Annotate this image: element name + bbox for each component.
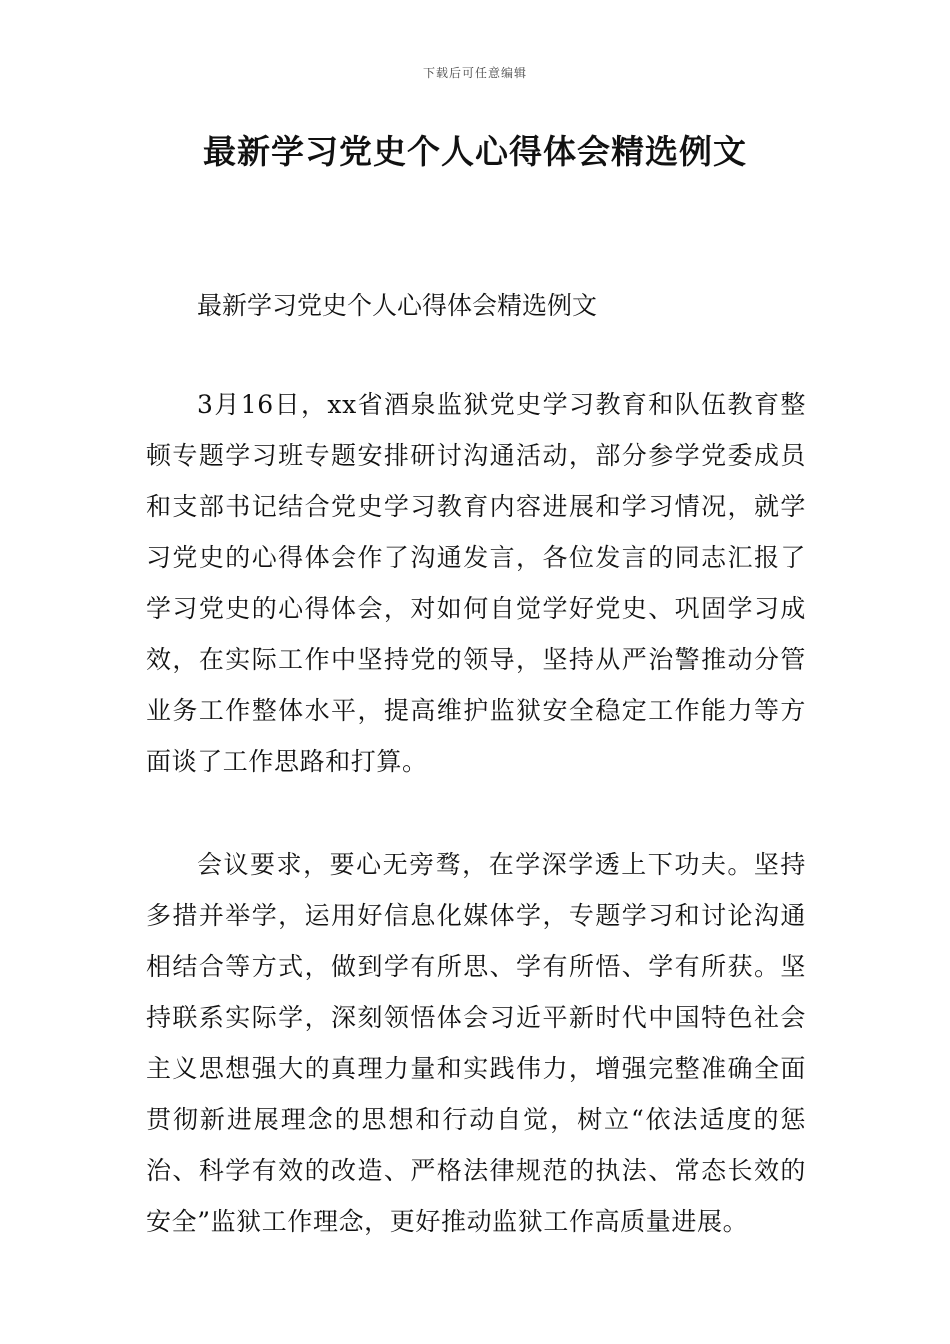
document-body [146,280,806,1247]
paragraph-1: 3月16日，xx省酒泉监狱党史学习教育和队伍教育整顿专题学习班专题安排研讨沟通活动，部分参学党委成员和支部书记结合党史学习教育内容进展和学习情况，就学习党史的心得体会作了沟通发言，各位发言的同志汇报了学习党史的心得体会，对如何自觉学好党史、巩固学习成效，在实际工作中坚持党的领导，坚持从严治警推动分管业务工作整体水平，提高维护监狱安全稳定工作能力等方面谈了工作思路和打算。 [146,390,806,776]
paragraph-spacer [146,331,806,379]
document-subtitle: 最新学习党史个人心得体会精选例文 [197,291,598,320]
paragraph-spacer [146,787,806,839]
paragraph-2: 会议要求，要心无旁骛，在学深学透上下功夫。坚持多措并举学，运用好信息化媒体学，专题学习和讨论沟通相结合等方式，做到学有所思、学有所悟、学有所获。坚持联系实际学，深刻领悟体会习近平新时代中国特色社会主义思想强大的真理力量和实践伟力，增强完整准确全面贯彻新进展理念的思想和行动自觉，树立“依法适度的惩治、科学有效的改造、严格法律规范的执法、常态长效的安全”监狱工作理念，更好推动监狱工作高质量进展。 [146,850,806,1236]
document-title: 最新学习党史个人心得体会精选例文 [203,132,747,171]
header-note: 下载后可任意编辑 [422,66,527,80]
